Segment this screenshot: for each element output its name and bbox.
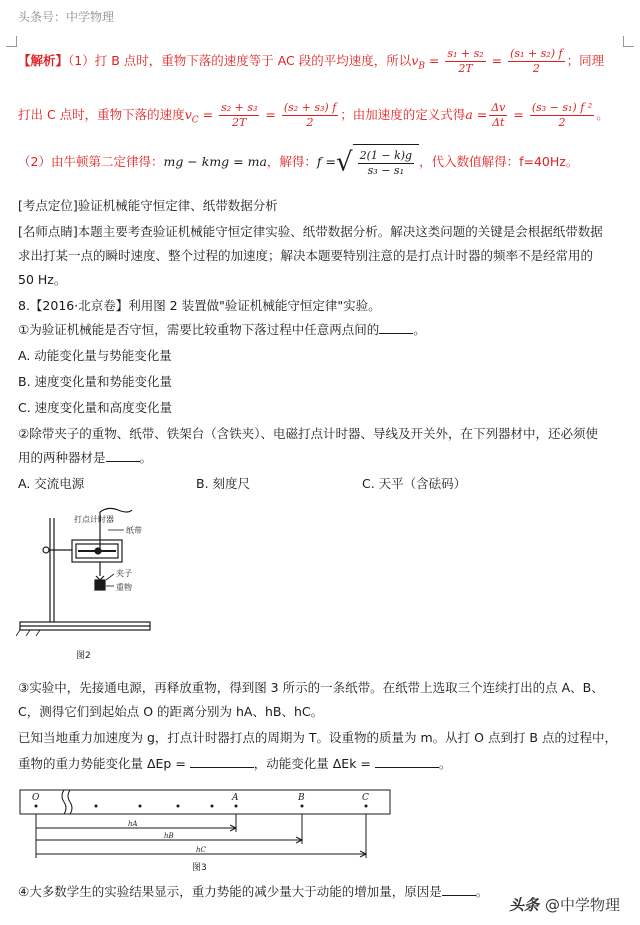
question-part-4: ④大多数学生的实验结果显示，重力势能的减少量大于动能的增加量，原因是 。	[18, 884, 489, 899]
solution-text: ；由加速度的定义式得	[340, 107, 466, 122]
velocity-subscript: B	[418, 61, 425, 72]
weight	[95, 580, 105, 590]
solution-line-1: 【解析】（1）打 B 点时，重物下落的速度等于 AC 段的平均速度，所以$v_B$ = $\frac{\text{s₁ + s₂}}{2T}$ = $\frac{\text{(s₁ + s₂) f}}{2}$ ；同理	[18, 47, 605, 75]
question-title: 8.【2016·北京卷】利用图 2 装置做"验证机械能守恒定律"实验。	[18, 298, 381, 313]
figure-3-tape	[16, 784, 396, 872]
solution-line-2: 打出 C 点时，重物下落的速度$v_C$ = $\frac{\text{s₂ + s₃}}{2T}$ = $\frac{\text{(s₂ + s₃) f}}{2}$ ；由加速度的定义式得a = $\frac{\Delta v}{\Delta t}$ = $\frac{\text{(s₃ − s₁) f ²}}{2}$ 。	[18, 101, 609, 129]
exam-point: [考点定位]验证机械能守恒定律、纸带数据分析	[18, 198, 278, 213]
solution-line-3: （2）由牛顿第二定律得：mg − kmg = ma，解得：f =√ $\frac{2(1 - k)g}{\text{s₃ − s₁}}$ ，代入数值解得：f=40Hz。	[18, 144, 626, 181]
solution-tag: 【解析】	[18, 53, 69, 68]
teacher-comment-1: [名师点睛]本题主要考查验证机械能守恒定律实验、纸带数据分析。解决这类问题的关键是会根据纸带数据	[18, 224, 603, 239]
option-1c: C. 速度变化量和高度变化量	[18, 400, 173, 415]
option-2a: A. 交流电源	[18, 476, 85, 491]
newton-equation: mg − kmg = ma	[163, 154, 267, 169]
figure-2-caption: 图2	[76, 651, 91, 661]
option-2b: B. 刻度尺	[196, 476, 251, 491]
figure-2-apparatus	[16, 500, 176, 670]
teacher-comment-2: 求出打某一点的瞬时速度、整个过程的加速度；解决本题要特别注意的是打点计时器的频率不是经常用的	[18, 248, 594, 263]
option-2c: C. 天平（含砝码）	[362, 476, 467, 491]
question-part-3-given: 已知当地重力加速度为 g，打点计时器打点的周期为 T。设重物的质量为 m。从打 O 点到打 B 点的过程中，	[18, 730, 617, 745]
label-clip: 夹子	[116, 569, 132, 578]
teacher-comment-3: 50 Hz。	[18, 272, 67, 287]
solution-text: ；同理	[566, 53, 605, 68]
figure-3-caption: 图3	[192, 863, 207, 872]
label-weight: 重物	[116, 583, 132, 592]
label-hA: hA	[128, 820, 138, 828]
answer-blank	[190, 755, 254, 768]
page-corner-mark	[6, 36, 17, 47]
question-part-3-cont: C，测得它们到起始点 O 的距离分别为 hA、hB、hC。	[18, 704, 324, 719]
fraction: $\frac{\Delta v}{\Delta t}$	[491, 101, 506, 129]
question-part-2: ②除带夹子的重物、纸带、铁架台（含铁夹）、电磁打点计时器、导线及开关外，在下列器材中，还必须使	[18, 426, 598, 441]
sqrt-body: $\frac{2(1 - k)g}{\text{s₃ − s₁}}$	[353, 144, 420, 181]
answer-blank	[379, 321, 413, 334]
velocity-symbol: v	[411, 53, 419, 68]
answer-blank	[106, 449, 140, 462]
solution-text: ，代入数值解得：f=40Hz。	[419, 154, 579, 169]
fraction: $\frac{\text{(s₁ + s₂) f}}{2}$	[510, 47, 563, 75]
answer-blank	[375, 755, 439, 768]
watermark-account: @中学物理	[544, 896, 620, 914]
label-tape: 纸带	[126, 526, 142, 535]
label-hC: hC	[196, 846, 206, 854]
solution-text: （2）由牛顿第二定律得：	[18, 154, 164, 169]
fraction: $\frac{\text{(s₂ + s₃) f}}{2}$	[283, 101, 337, 129]
solution-text: （1）打 B 点时，重物下落的速度等于 AC 段的平均速度，所以	[68, 53, 412, 68]
point-C: C	[362, 793, 369, 803]
answer-blank	[442, 883, 476, 896]
fraction: $\frac{\text{s₁ + s₂}}{2T}$	[447, 47, 484, 75]
watermark-brand: 头条	[508, 896, 539, 914]
question-part-3-ask: 重物的重力势能变化量 ΔEp = ，动能变化量 ΔEk = 。	[18, 756, 452, 771]
question-part-2-cont: 用的两种器材是 。	[18, 450, 153, 465]
fraction: $\frac{\text{(s₃ − s₁) f ²}}{2}$	[531, 101, 593, 129]
label-hB: hB	[164, 832, 174, 840]
label-timer: 打点计时器	[74, 515, 114, 524]
question-part-1: ①为验证机械能是否守恒，需要比较重物下落过程中任意两点间的 。	[18, 322, 426, 337]
source-header: 头条号：中学物理	[18, 10, 115, 24]
point-A: A	[232, 793, 239, 803]
clamp-knob	[43, 547, 49, 553]
sqrt-icon: √	[336, 147, 353, 178]
point-O: O	[32, 793, 40, 803]
tape-strip	[20, 790, 390, 814]
solution-text: 打出 C 点时，重物下落的速度	[18, 107, 185, 122]
solution-text: ，解得：	[266, 154, 317, 169]
option-1b: B. 速度变化量和势能变化量	[18, 374, 173, 389]
point-B: B	[298, 793, 305, 803]
fraction: $\frac{\text{s₂ + s₃}}{2T}$	[221, 101, 258, 129]
question-part-3: ③实验中，先接通电源，再释放重物，得到图 3 所示的一条纸带。在纸带上选取三个连续打出的点 A、B、	[18, 680, 604, 695]
option-1a: A. 动能变化量与势能变化量	[18, 348, 172, 363]
watermark	[509, 894, 620, 915]
